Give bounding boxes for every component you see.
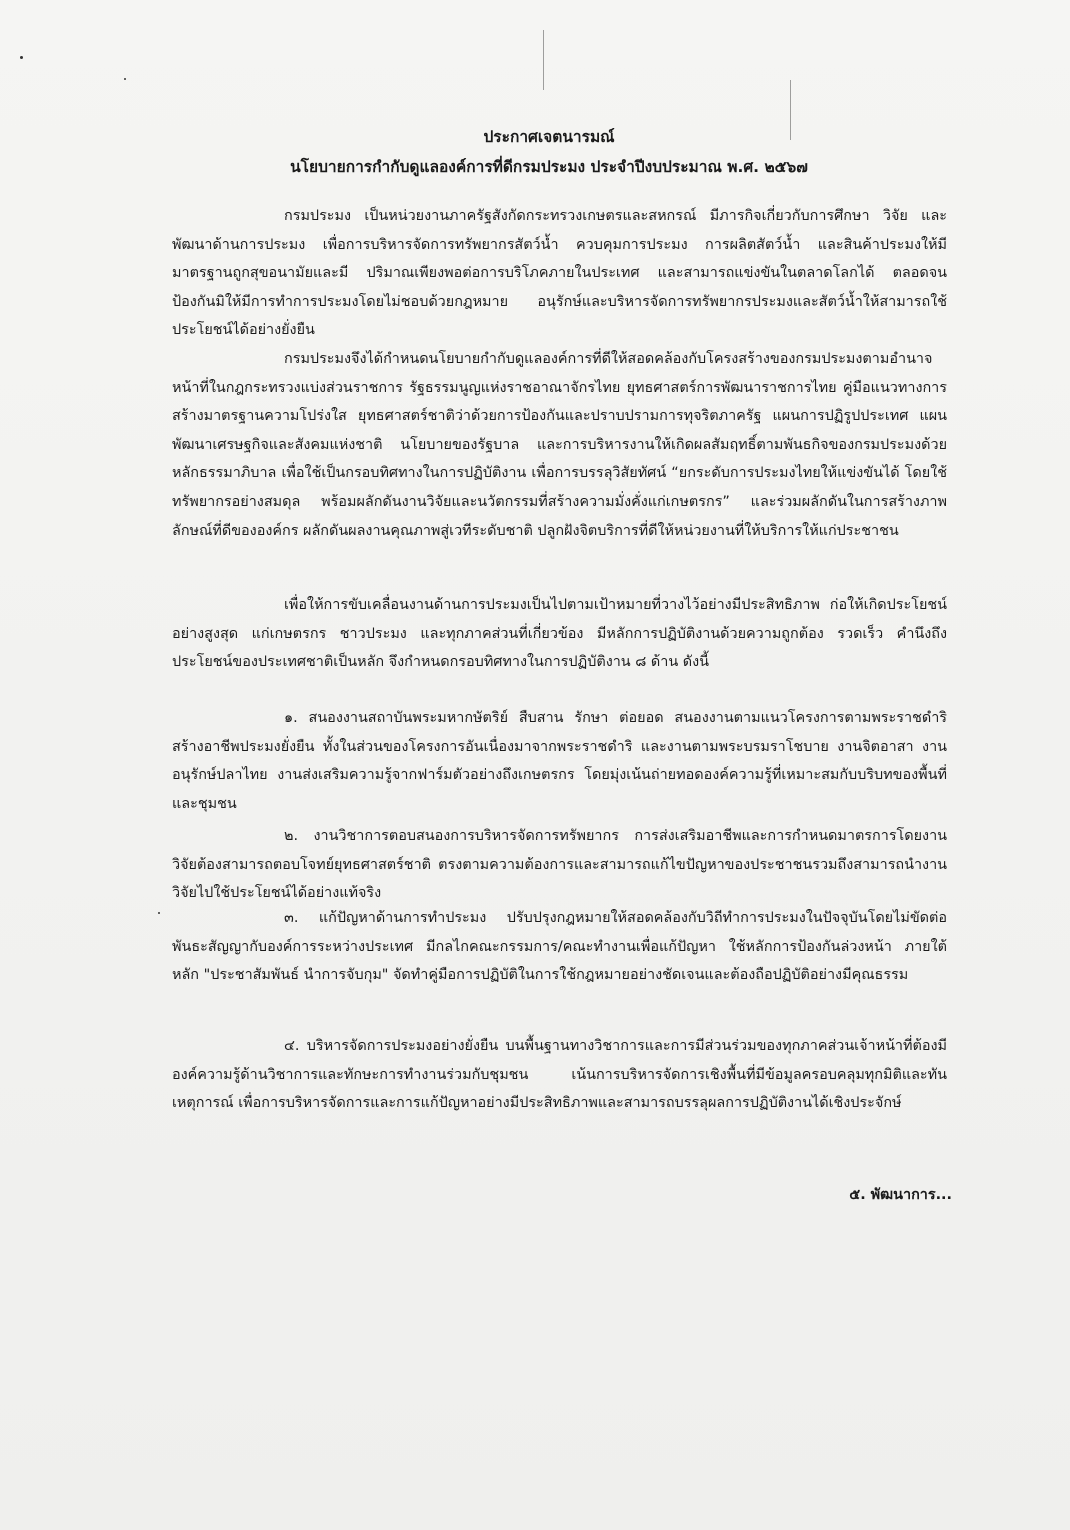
scan-speck — [20, 56, 23, 59]
policy-item-4: ๔. บริหารจัดการประมงอย่างยั่งยืน บนพื้นฐานทางวิชาการและการมีส่วนร่วมของทุกภาคส่วนเจ้าหน้าที่ต้องมีองค์ความรู้ด้านวิชาการและทักษะการทำงานร่วมกับชุมชน เน้นการบริหารจัดการเชิงพื้นที่มีข้อมูลครอบคลุมทุกมิติและทันเหตุการณ์ เพื่อการบริหารจัดการและการแก้ปัญหาอย่างมีประสิทธิภาพและสามารถบรรลุผลการปฏิบัติงานได้เชิงประจักษ์ — [172, 1038, 947, 1112]
paragraph-framework: เพื่อให้การขับเคลื่อนงานด้านการประมงเป็นไปตามเป้าหมายที่วางไว้อย่างมีประสิทธิภาพ ก่อให้เกิดประโยชน์อย่างสูงสุด แก่เกษตรกร ชาวประมง และทุกภาคส่วนที่เกี่ยวข้อง มีหลักการปฏิบัติงานด้วยความถูกต้อง รวดเร็ว คำนึงถึงประโยชน์ของประเทศชาติเป็นหลัก จึงกำหนดกรอบทิศทางในการปฏิบัติงาน ๘ ด้าน ดังนี้ — [172, 597, 947, 671]
policy-item-1: ๑. สนองงานสถาบันพระมหากษัตริย์ สืบสาน รักษา ต่อยอด สนองงานตามแนวโครงการตามพระราชดำริ สร้างอาชีพประมงยั่งยืน ทั้งในส่วนของโครงการอันเนื่องมาจากพระราชดำริ และงานตามพระบรมราโชบาย งานจิตอาสา งานอนุรักษ์ปลาไทย งานส่งเสริมความรู้จากฟาร์มตัวอย่างถึงเกษตรกร โดยมุ่งเน้นถ่ายทอดองค์ความรู้ที่เหมาะสมกับบริบทของพื้นที่และชุมชน — [172, 710, 947, 812]
policy-item-2: ๒. งานวิชาการตอบสนองการบริหารจัดการทรัพยากร การส่งเสริมอาชีพและการกำหนดมาตรการโดยงานวิจัยต้องสามารถตอบโจทย์ยุทธศาสตร์ชาติ ตรงตามความต้องการและสามารถแก้ไขปัญหาของประชาชนรวมถึงสามารถนำงานวิจัยไปใช้ประโยชน์ได้อย่างแท้จริง — [172, 828, 947, 902]
fold-line-top — [543, 30, 544, 90]
scan-speck — [124, 78, 126, 80]
document-subtitle: นโยบายการกำกับดูแลองค์การที่ดีกรมประมง ประจำปีงบประมาณ พ.ศ. ๒๕๖๗ — [290, 158, 808, 176]
document-title: ประกาศเจตนารมณ์ — [483, 128, 615, 146]
scan-speck — [158, 912, 160, 914]
paragraph-policy: กรมประมงจึงได้กำหนดนโยบายกำกับดูแลองค์การที่ดีให้สอดคล้องกับโครงสร้างของกรมประมงตามอำนาจหน้าที่ในกฎกระทรวงแบ่งส่วนราชการ รัฐธรรมนูญแห่งราชอาณาจักรไทย ยุทธศาสตร์การพัฒนาราชการไทย คู่มือแนวทางการสร้างมาตรฐานความโปร่งใส ยุทธศาสตร์ชาติว่าด้วยการป้องกันและปราบปรามการทุจริตภาครัฐ แผนการปฏิรูปประเทศ แผนพัฒนาเศรษฐกิจและสังคมแห่งชาติ นโยบายของรัฐบาล และการบริหารงานให้เกิดผลสัมฤทธิ์ตามพันธกิจของกรมประมงด้วยหลักธรรมาภิบาล เพื่อใช้เป็นกรอบทิศทางในการปฏิบัติงาน เพื่อการบรรลุวิสัยทัศน์ “ยกระดับการประมงไทยให้แข่งขันได้ โดยใช้ทรัพยากรอย่างสมดุล พร้อมผลักดันงานวิจัยและนวัตกรรมที่สร้างความมั่งคั่งแก่เกษตรกร” และร่วมผลักดันในการสร้างภาพลักษณ์ที่ดีขององค์กร ผลักดันผลงานคุณภาพสู่เวทีระดับชาติ ปลูกฝังจิตบริการที่ดีให้หน่วยงานที่ให้บริการให้แก่ประชาชน — [172, 351, 947, 539]
paragraph-intro: กรมประมง เป็นหน่วยงานภาครัฐสังกัดกระทรวงเกษตรและสหกรณ์ มีภารกิจเกี่ยวกับการศึกษา วิจัย และพัฒนาด้านการประมง เพื่อการบริหารจัดการทรัพยากรสัตว์น้ำ ควบคุมการประมง การผลิตสัตว์น้ำ และสินค้าประมงให้มีมาตรฐานถูกสุขอนามัยและมี ปริมาณเพียงพอต่อการบริโภคภายในประเทศ และสามารถแข่งขันในตลาดโลกได้ ตลอดจนป้องกันมิให้มีการทำการประมงโดยไม่ชอบด้วยกฎหมาย อนุรักษ์และบริหารจัดการทรัพยากรประมงและสัตว์น้ำให้สามารถใช้ประโยชน์ได้อย่างยั่งยืน — [172, 208, 947, 339]
policy-item-3: ๓. แก้ปัญหาด้านการทำประมง ปรับปรุงกฎหมายให้สอดคล้องกับวิถีทำการประมงในปัจจุบันโดยไม่ขัดต่อพันธะสัญญากับองค์การระหว่างประเทศ มีกลไกคณะกรรมการ/คณะทำงานเพื่อแก้ปัญหา ใช้หลักการป้องกันล่วงหน้า ภายใต้หลัก "ประชาสัมพันธ์ นำการจับกุม" จัดทำคู่มือการปฏิบัติในการใช้กฎหมายอย่างชัดเจนและต้องถือปฏิบัติอย่างมีคุณธรรม — [172, 910, 947, 984]
next-page-marker: ๕. พัฒนาการ... — [849, 1187, 952, 1203]
